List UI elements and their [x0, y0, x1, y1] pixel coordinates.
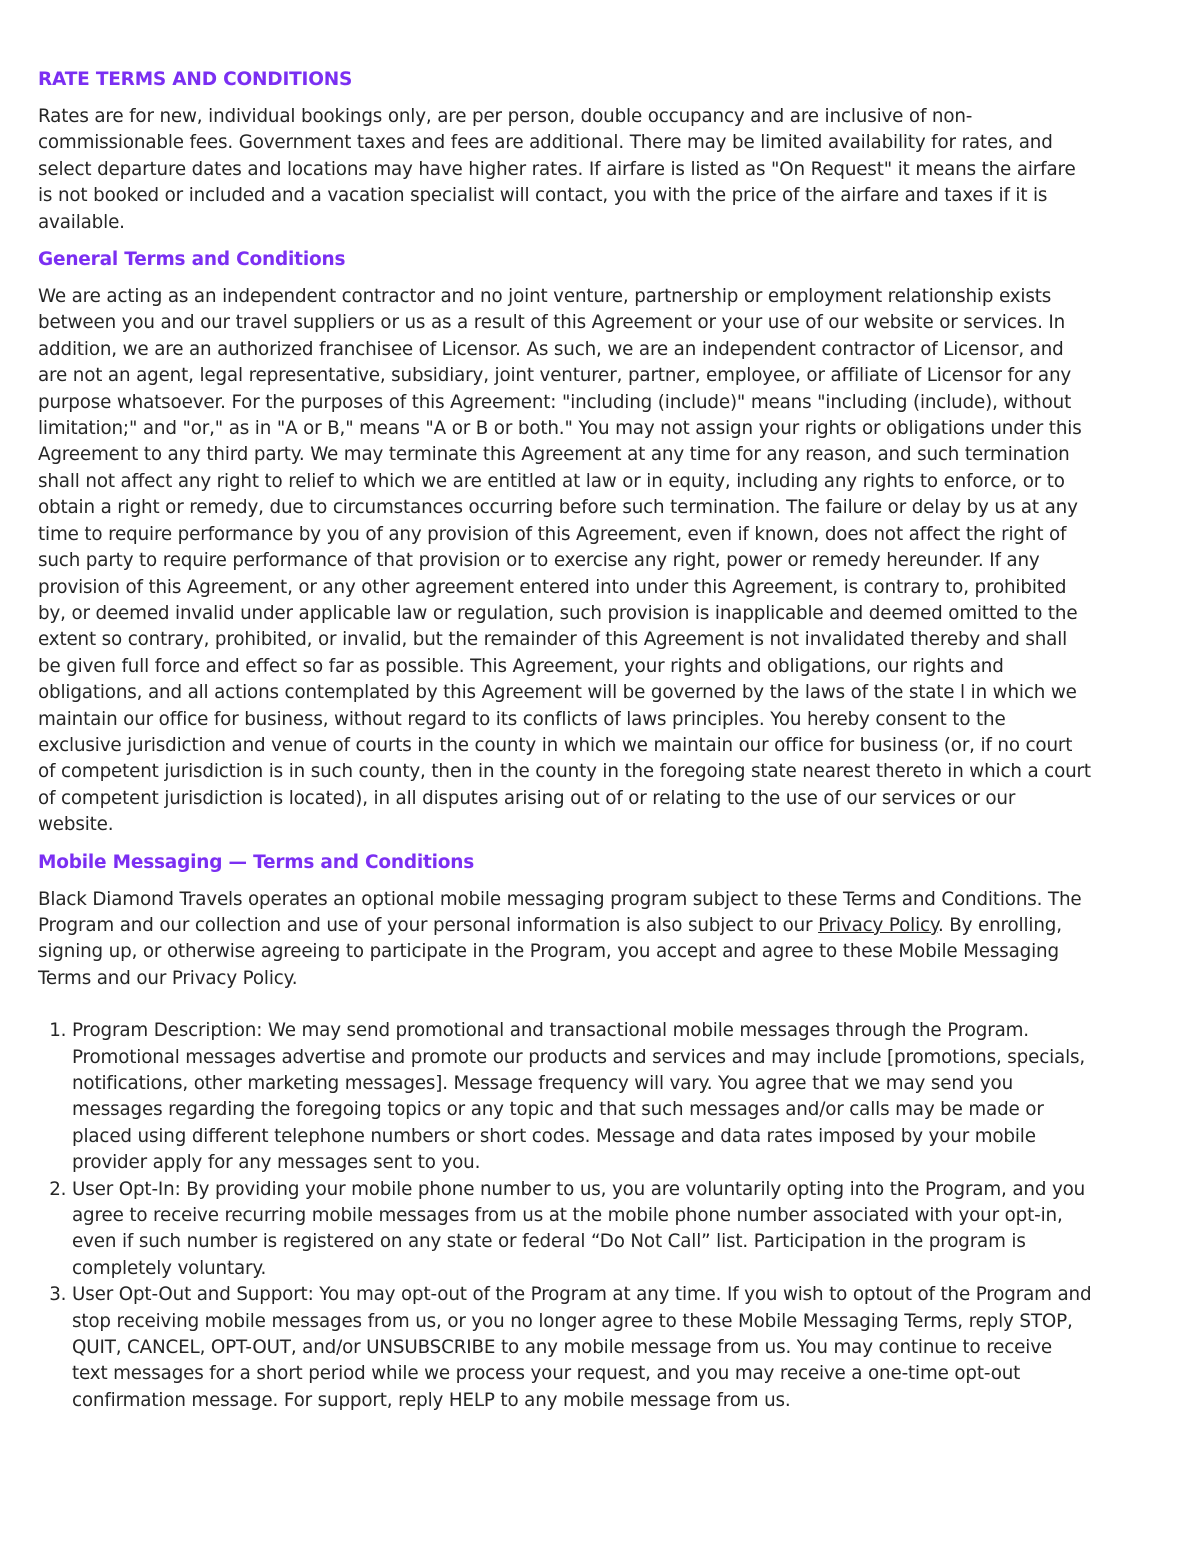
mobile-messaging-heading: Mobile Messaging — Terms and Conditions [38, 851, 475, 873]
rate-terms-body: Rates are for new, individual bookings only, are per person, double occupancy and are inclusive of non-commissionable fees. Government taxes and fees are additional. There may be limited availability for rates, and select departure dates and locations may have higher rates. If airfare is listed as "On Request" it means the airfare is not booked or included and a vacation specialist will contact, you with the price of the airfare and taxes if it is available. [38, 106, 1076, 233]
rate-terms-heading: RATE TERMS AND CONDITIONS [38, 69, 353, 90]
privacy-policy-link[interactable]: Privacy Policy [818, 914, 938, 936]
list-item-user-opt-out: 3. User Opt-Out and Support: You may opt-out of the Program at any time. If you wish to optout of the Program and stop receiving mobile messages from us, or you no longer agree to these Mobile Messaging Terms, reply STOP, QUIT, CANCEL, OPT-OUT, and/or UNSUBSCRIBE to any mobile message from us. You may continue to receive text messages for a short period while we process your request, and you may receive a one-time opt-out confirmation message. For support, reply HELP to any mobile message from us. [72, 1282, 1092, 1414]
list-item-user-opt-in: 2. User Opt-In: By providing your mobile phone number to us, you are voluntarily opting into the Program, and you agree to receive recurring mobile messages from us at the mobile phone number associated with your opt-in, even if such number is registered on any state or federal “Do Not Call” list. Participation in the program is completely voluntary. [72, 1177, 1092, 1283]
intro-text-after-link: . By enrolling, signing up, or otherwise agreeing to participate in the Program, you accept and agree to these Mobile Messaging Terms and our Privacy Policy. [38, 914, 1062, 989]
general-terms-section [38, 246, 1092, 839]
general-terms-body: We are acting as an independent contractor and no joint venture, partnership or employment relationship exists between you and our travel suppliers or us as a result of this Agreement or your use of our website or services. In addition, we are an authorized franchisee of Licensor. As such, we are an independent contractor of Licensor, and are not an agent, legal representative, subsidiary, joint venturer, partner, employee, or affiliate of Licensor for any purpose whatsoever. For the purposes of this Agreement: "including (include)" means "including (include), without limitation;" and "or," as in "A or B," means "A or B or both." You may not assign your rights or obligations under this Agreement to any third party. We may terminate this Agreement at any time for any reason, and such termination shall not affect any right to relief to which we are entitled at law or in equity, including any rights to enforce, or to obtain a right or remedy, due to circumstances occurring before such termination. The failure or delay by us at any time to require performance by you of any provision of this Agreement, even if known, does not affect the right of such party to require performance of that provision or to exercise any right, power or remedy hereunder. If any provision of this Agreement, or any other agreement entered into under this Agreement, is contrary to, prohibited by, or deemed invalid under applicable law or regulation, such provision is inapplicable and deemed omitted to the extent so contrary, prohibited, or invalid, but the remainder of this Agreement is not invalidated thereby and shall be given full force and effect so far as possible. This Agreement, your rights and obligations, our rights and obligations, and all actions contemplated by this Agreement will be governed by the laws of the state l in which we maintain our office for business, without regard to its conflicts of laws principles. You hereby consent to the exclusive jurisdiction and venue of courts in the county in which we maintain our office for business (or, if no court of competent jurisdiction is in such county, then in the county in the foregoing state nearest thereto in which a court of competent jurisdiction is located), in all disputes arising out of or relating to the use of our services or our website. [38, 286, 1091, 836]
mobile-messaging-list [38, 1018, 1092, 1414]
list-item-program-description: 1. Program Description: We may send promotional and transactional mobile messages through the Program. Promotional messages advertise and promote our products and services and may include [promotions, specials, notifications, other marketing messages]. Message frequency will vary. You agree that we may send you messages regarding the foregoing topics or any topic and that such messages and/or calls may be made or placed using different telephone numbers or short codes. Message and data rates imposed by your mobile provider apply for any messages sent to you. [72, 1018, 1092, 1176]
intro-text-before-link: Black Diamond Travels operates an optional mobile messaging program subject to these Terms and Conditions. The Program and our collection and use of your personal information is also subject to our [38, 888, 1082, 936]
mobile-messaging-section [38, 849, 1092, 1415]
rate-terms-section [38, 66, 1092, 236]
general-terms-heading: General Terms and Conditions [38, 249, 346, 271]
mobile-messaging-intro [38, 887, 1092, 993]
